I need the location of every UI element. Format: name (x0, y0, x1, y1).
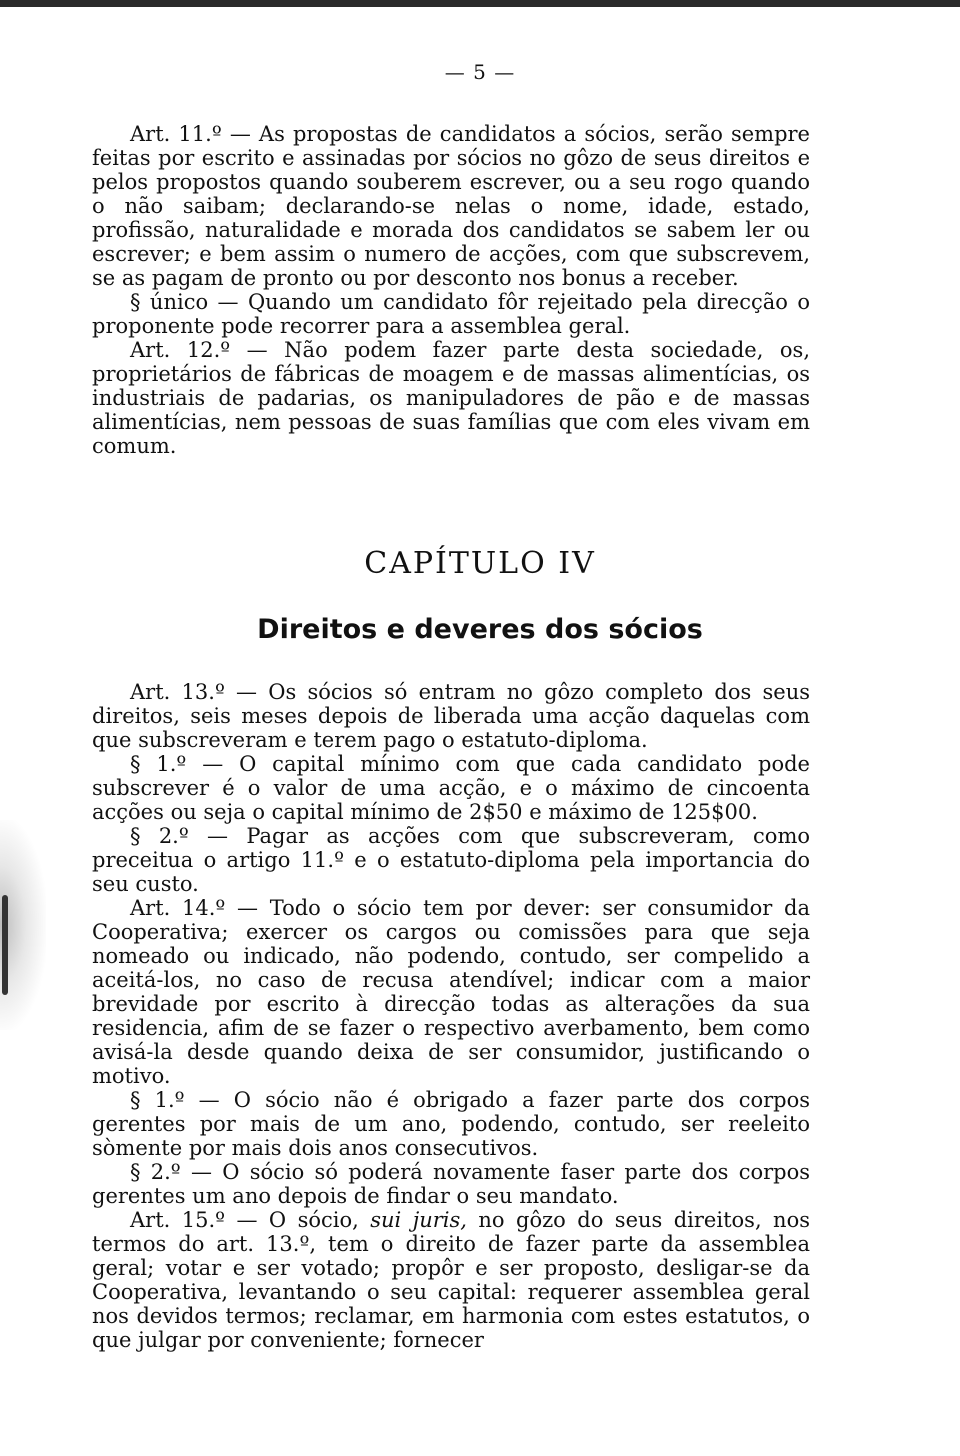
paragraph-art-13-p1: § 1.º — O capital mínimo com que cada candidato pode subscrever é o valor de uma acção, e o máximo de cincoenta acções ou seja o capital mínimo de 2$50 e máximo de 125$00. (92, 752, 810, 824)
paragraph-art-14-p1: § 1.º — O sócio não é obrigado a fazer parte dos corpos gerentes por mais de um ano, podendo, contudo, ser reeleito sòmente por mais dois anos consecutivos. (92, 1088, 810, 1160)
chapter-title: CAPÍTULO IV (364, 546, 596, 581)
paragraph-art-11-unico: § único — Quando um candidato fôr rejeitado pela direcção o proponente pode recorrer para a assemblea geral. (92, 290, 810, 338)
paragraph-art-14: Art. 14.º — Todo o sócio tem por dever: ser consumidor da Cooperativa; exercer os cargos ou comissões para que seja nomeado ou indicado, não podendo, contudo, ser compelido a aceitá-los, no caso de recusa atendível; indicar com a maior brevidade por escrito à direcção todas as alterações da sua residencia, afim de se fazer o respectivo averbamento, bem como avisá-la desde quando deixa de ser consumidor, justificando o motivo. (92, 896, 810, 1088)
section-title: Direitos e deveres dos sócios (257, 614, 703, 645)
text-block-bottom (92, 680, 810, 1352)
top-border (0, 0, 960, 7)
paragraph-art-13: Art. 13.º — Os sócios só entram no gôzo completo dos seus direitos, seis meses depois de liberada uma acção daquelas com que subscreveram e terem pago o estatuto-diploma. (92, 680, 810, 752)
paragraph-art-14-p2: § 2.º — O sócio só poderá novamente faser parte dos corpos gerentes um ano depois de findar o seu mandato. (92, 1160, 810, 1208)
paragraph-art-12: Art. 12.º — Não podem fazer parte desta sociedade, os, proprietários de fábricas de moagem e de massas alimentícias, os industriais de padarias, os manipuladores de pão e de massas alimentícias, nem pessoas de suas famílias que com eles vivam em comum. (92, 338, 810, 458)
page-stain (0, 820, 46, 1030)
paragraph-art-15 (92, 1208, 810, 1352)
paragraph-art-13-p2: § 2.º — Pagar as acções com que subscreveram, como preceitua o artigo 11.º e o estatuto-diploma pela importancia do seu custo. (92, 824, 810, 896)
text-block-top (92, 122, 810, 458)
page-number: — 5 — (444, 60, 516, 84)
art15-after: no gôzo do seus direitos, nos termos do art. 13.º, tem o direito de fazer parte da assemblea geral; votar e ser votado; propôr e ser proposto, desligar-se da Cooperativa, levantando o seu capital: requerer assemblea geral nos devidos termos; reclamar, em harmonia com estes estatutos, o que julgar por conveniente; fornecer (92, 1208, 811, 1352)
art15-before: Art. 15.º — O sócio, (130, 1208, 371, 1232)
art15-italic: sui juris, (370, 1208, 467, 1232)
paragraph-art-11: Art. 11.º — As propostas de candidatos a sócios, serão sempre feitas por escrito e assinadas por sócios no gôzo de seus direitos e pelos propostos quando souberem escrever, ou a seu rogo quando o não saibam; declarando-se nelas o nome, idade, estado, profissão, naturalidade e morada dos candidatos se sabem ler ou escrever; e bem assim o numero de acções, com que subscrevem, se as pagam de pronto ou por desconto nos bonus a receber. (92, 122, 810, 290)
